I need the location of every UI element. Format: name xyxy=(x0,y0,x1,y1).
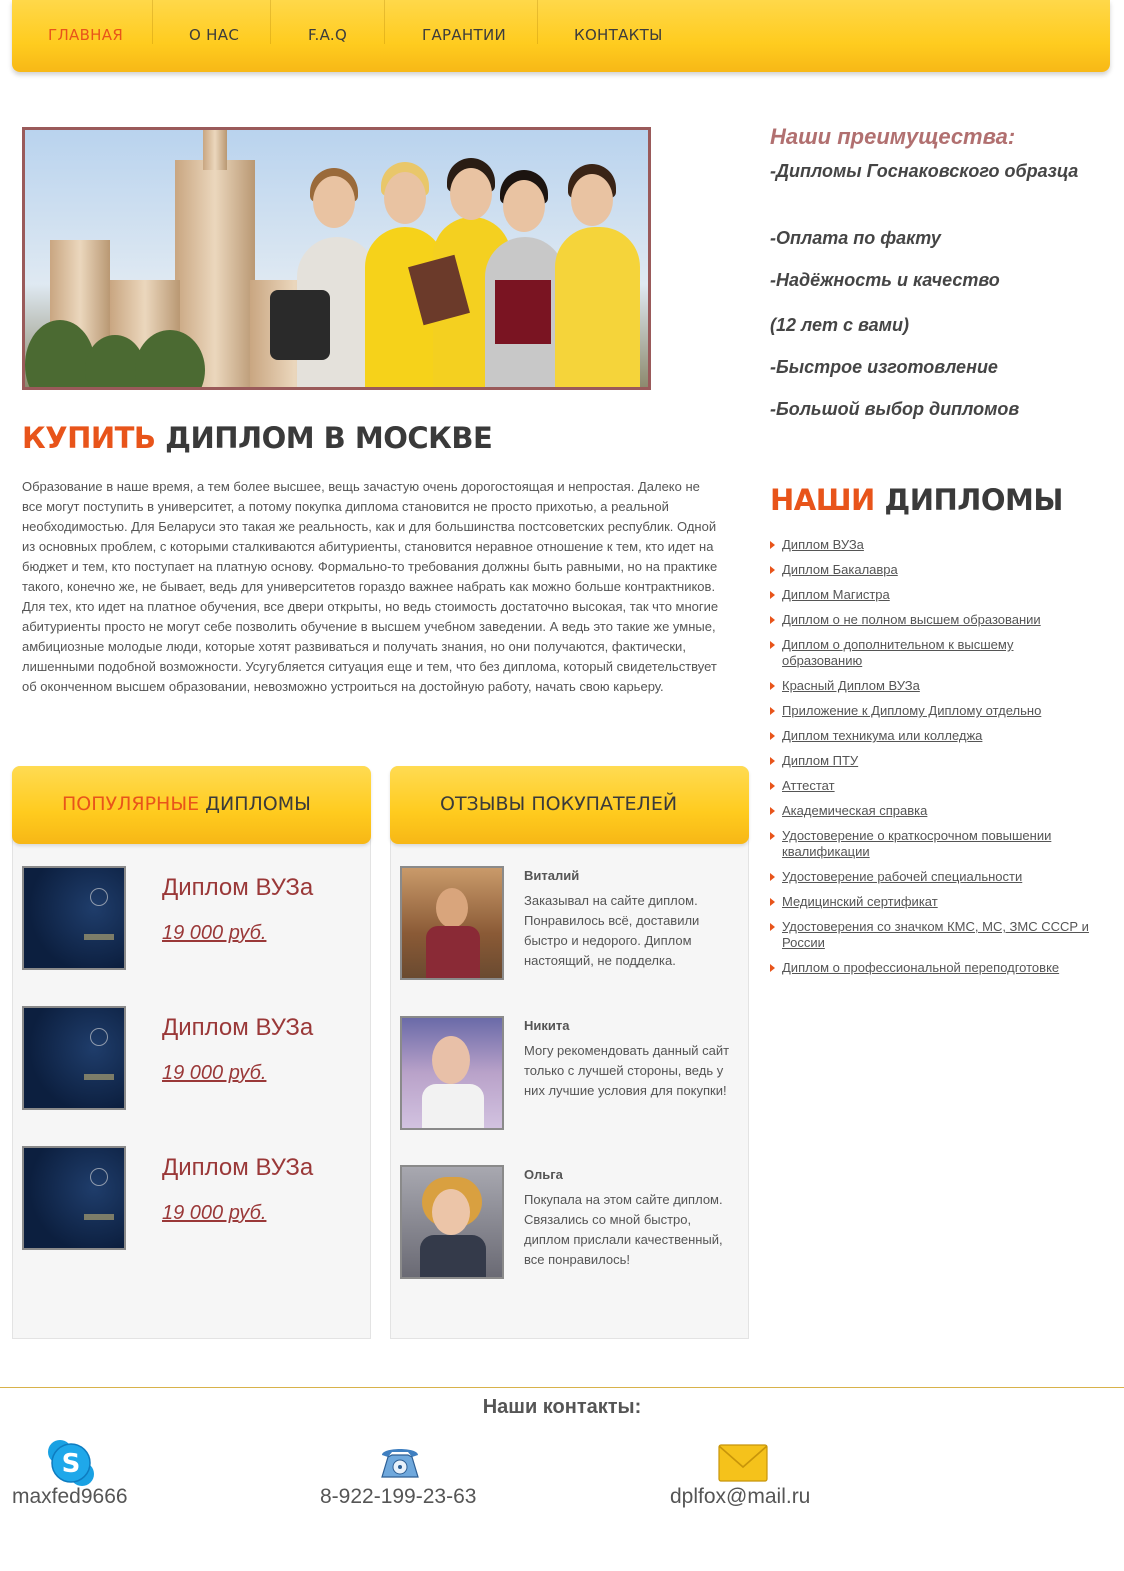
diploma-link[interactable]: Диплом техникума или колледжа xyxy=(782,728,983,743)
list-item xyxy=(770,869,1090,885)
emblem-icon xyxy=(90,1168,108,1186)
reviewer-name: Ольга xyxy=(524,1167,563,1182)
list-item xyxy=(770,637,1090,669)
student-face xyxy=(313,176,355,228)
diploma-link[interactable]: Аттестат xyxy=(782,778,835,793)
diploma-link[interactable]: Приложение к Диплому Диплому отдельно xyxy=(782,703,1042,718)
list-item xyxy=(770,828,1090,860)
list-item xyxy=(770,703,1090,719)
review-text: Покупала на этом сайте диплом. Связались со мной быстро, диплом прислали качественный, все понравилось! xyxy=(524,1192,723,1267)
diploma-link[interactable]: Диплом Бакалавра xyxy=(782,562,898,577)
nav-item-home[interactable]: ГЛАВНАЯ xyxy=(48,26,124,44)
review-text: Заказывал на сайте диплом. Понравилось всё, доставили быстро и недорого. Диплом настоящий, не подделка. xyxy=(524,893,700,968)
nav-divider xyxy=(270,0,271,44)
phone-icon[interactable] xyxy=(378,1443,422,1481)
product-name[interactable]: Диплом ВУЗа xyxy=(162,1014,314,1041)
list-item xyxy=(770,803,1090,819)
list-item xyxy=(770,960,1090,976)
reviewer-avatar xyxy=(400,1165,504,1279)
list-item xyxy=(770,612,1090,628)
advantage-item: -Оплата по факту xyxy=(770,228,941,248)
advantage-item: -Большой выбор дипломов xyxy=(770,399,1020,419)
diploma-list xyxy=(770,537,1090,985)
diplomas-title-accent: НАШИ xyxy=(770,483,875,517)
panel-header xyxy=(390,766,749,844)
cover-label xyxy=(84,934,114,940)
page-title-rest: ДИПЛОМ В МОСКВЕ xyxy=(165,421,493,455)
reviewer-avatar xyxy=(400,1016,504,1130)
cover-label xyxy=(84,1214,114,1220)
avatar-body xyxy=(422,1084,484,1130)
avatar-face xyxy=(436,888,468,928)
popular-title-accent: ПОПУЛЯРНЫЕ xyxy=(62,793,200,815)
nav-divider xyxy=(537,0,538,44)
page-title-accent: КУПИТЬ xyxy=(22,421,156,455)
list-item xyxy=(770,894,1090,910)
advantage-item: -Быстрое изготовление xyxy=(770,357,998,377)
list-item xyxy=(770,919,1090,951)
reviewer-name: Никита xyxy=(524,1018,570,1033)
reviews-panel xyxy=(390,766,749,1339)
student xyxy=(555,227,640,387)
diploma-link[interactable]: Диплом о не полном высшем образовании xyxy=(782,612,1041,627)
list-item xyxy=(770,587,1090,603)
avatar-body xyxy=(420,1235,486,1279)
advantage-item: (12 лет с вами) xyxy=(770,315,909,335)
review-text: Могу рекомендовать данный сайт только с лучшей стороны, ведь у них лучшие условия для покупки! xyxy=(524,1043,730,1098)
phone-contact[interactable]: 8-922-199-23-63 xyxy=(320,1485,477,1508)
nav-item-faq[interactable]: F.A.Q xyxy=(308,26,348,44)
skype-icon[interactable] xyxy=(46,1438,96,1488)
product-price[interactable]: 19 000 руб. xyxy=(162,1062,267,1084)
reviewer-name: Виталий xyxy=(524,868,580,883)
red-book xyxy=(495,280,551,344)
diploma-link[interactable]: Красный Диплом ВУЗа xyxy=(782,678,920,693)
product-name[interactable]: Диплом ВУЗа xyxy=(162,1154,314,1181)
nav-item-guarantees[interactable]: ГАРАНТИИ xyxy=(422,26,506,44)
skype-contact[interactable]: maxfed9666 xyxy=(12,1485,128,1508)
list-item xyxy=(770,728,1090,744)
diploma-link[interactable]: Удостоверения со значком КМС, МС, ЗМС СССР и России xyxy=(782,919,1089,950)
student-face xyxy=(503,180,545,232)
diploma-link[interactable]: Диплом ПТУ xyxy=(782,753,859,768)
diploma-link[interactable]: Академическая справка xyxy=(782,803,928,818)
popular-title xyxy=(62,766,311,842)
list-item xyxy=(770,562,1090,578)
avatar-face xyxy=(432,1189,470,1235)
product-name[interactable]: Диплом ВУЗа xyxy=(162,874,314,901)
diploma-link[interactable]: Диплом Магистра xyxy=(782,587,890,602)
popular-title-rest: ДИПЛОМЫ xyxy=(205,793,311,815)
diploma-link[interactable]: Диплом ВУЗа xyxy=(782,537,864,552)
panel-header xyxy=(12,766,371,844)
nav-divider xyxy=(384,0,385,44)
diplomas-title-rest: ДИПЛОМЫ xyxy=(884,483,1063,517)
product-price[interactable]: 19 000 руб. xyxy=(162,922,267,944)
top-navigation xyxy=(12,0,1110,72)
diploma-link[interactable]: Диплом о профессиональной переподготовке xyxy=(782,960,1060,975)
list-item xyxy=(770,753,1090,769)
intro-text: Образование в наше время, а тем более высшее, вещь зачастую очень дорогостоящая и непростая. Далеко не все могут поступить в университет, а потому покупка диплома становится не просто прихотью, а реальной необходимостью. Для Беларуси это такая же реальность, как и для большинства постсоветских республик. Одной из основных проблем, с которыми сталкиваются абитуриенты, становится неравное отношение к тем, кто идет на бюджет и тем, кто поступает на платную основу. Формально-то требования должны быть равными, но на практике такого, конечно же, не бывает, ведь для университетов гораздо важнее набрать как можно больше контрактников. Для тех, кто идет на платное обучения, все двери открыты, но ведь стоимость достаточно высокая, так что многие абитуриенты просто не могут себе позволить обучение в высшем учебном заведении. А ведь это такие же умные, амбициозные молодые люди, которые хотят развиваться и получать знания, но они получаются, фактически, лишенными подобной возможности. Усугубляется ситуация еще и тем, что без диплома, который свидетельствует об оконченном высшем образовании, невозможно устроиться на достойную работу, начать свою карьеру. xyxy=(22,479,719,694)
university-spire xyxy=(203,130,227,170)
footer-divider xyxy=(0,1387,1124,1388)
student-face xyxy=(384,172,426,224)
emblem-icon xyxy=(90,888,108,906)
student-face xyxy=(571,174,613,226)
diploma-link[interactable]: Диплом о дополнительном к высшему образованию xyxy=(782,637,1014,668)
avatar-body xyxy=(426,926,480,980)
email-contact[interactable]: dplfox@mail.ru xyxy=(670,1485,811,1508)
list-item xyxy=(770,778,1090,794)
list-item xyxy=(770,537,1090,553)
reviews-title: ОТЗЫВЫ ПОКУПАТЕЛЕЙ xyxy=(440,793,678,815)
diploma-link[interactable]: Медицинский сертификат xyxy=(782,894,938,909)
nav-divider xyxy=(152,0,153,44)
emblem-icon xyxy=(90,1028,108,1046)
list-item xyxy=(770,678,1090,694)
advantage-item: -Дипломы Госнаковского образца xyxy=(770,161,1079,181)
diploma-cover-image[interactable] xyxy=(22,1006,126,1110)
diploma-link[interactable]: Удостоверение рабочей специальности xyxy=(782,869,1023,884)
nav-item-about[interactable]: О НАС xyxy=(189,26,240,44)
diplomas-title xyxy=(770,483,1063,517)
avatar-face xyxy=(432,1036,470,1084)
black-bag xyxy=(270,290,330,360)
product-price[interactable]: 19 000 руб. xyxy=(162,1202,267,1224)
hero-image xyxy=(22,127,651,390)
student-face xyxy=(450,168,492,220)
diploma-link[interactable]: Удостоверение о краткосрочном повышении квалификации xyxy=(782,828,1052,859)
page-title xyxy=(22,421,492,455)
diploma-cover-image[interactable] xyxy=(22,1146,126,1250)
contacts-title: Наши контакты: xyxy=(482,1396,642,1418)
svg-text:S: S xyxy=(61,1449,81,1479)
mail-icon[interactable] xyxy=(718,1443,768,1483)
diploma-cover-image[interactable] xyxy=(22,866,126,970)
popular-diplomas-panel xyxy=(12,766,371,1339)
nav-item-contacts[interactable]: КОНТАКТЫ xyxy=(574,26,663,44)
advantages-title: Наши преимущества: xyxy=(770,124,1016,149)
advantage-item: -Надёжность и качество xyxy=(770,270,1000,290)
reviewer-avatar xyxy=(400,866,504,980)
cover-label xyxy=(84,1074,114,1080)
